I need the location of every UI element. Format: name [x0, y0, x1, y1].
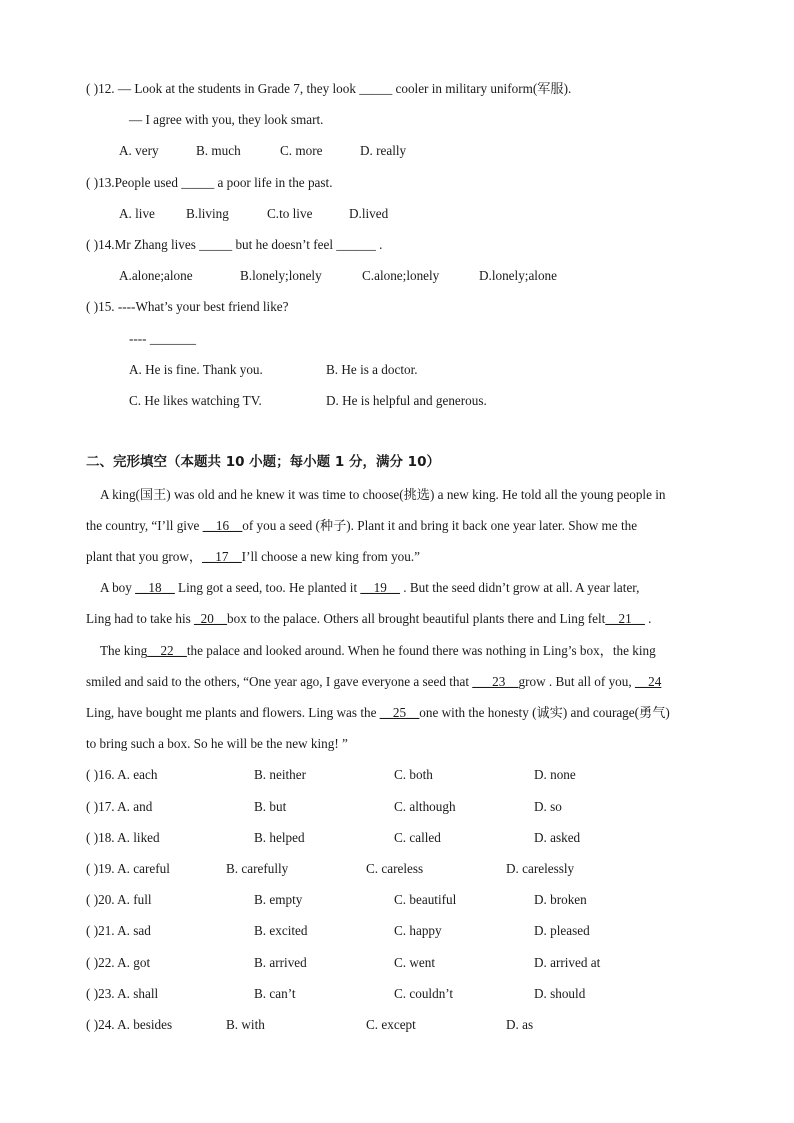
answer-paren: ( ): [86, 861, 99, 876]
passage-text: A boy: [100, 580, 136, 595]
answer-paren: ( ): [86, 830, 99, 845]
blank-24: __24: [634, 674, 662, 689]
passage-text: The king: [100, 643, 148, 658]
option-a: 20. A. full: [98, 892, 152, 907]
answer-paren: ( ): [86, 892, 99, 907]
answer-paren: ( ): [86, 237, 99, 252]
option-c: C. couldn’t: [394, 986, 454, 1001]
blank-20: _20__: [194, 611, 228, 626]
blank-23: ___23__: [472, 674, 519, 689]
option-d: D. pleased: [534, 923, 590, 938]
passage-text: one with the honesty (诚实) and courage(勇气): [419, 705, 670, 720]
option-c: C. happy: [394, 923, 442, 938]
option-a: A.alone;alone: [119, 268, 193, 283]
option-b: B. He is a doctor.: [326, 362, 418, 377]
option-a: 21. A. sad: [98, 923, 151, 938]
passage-text: the palace and looked around. When he found there was nothing in Ling’s box，the king: [186, 643, 656, 658]
option-b: B. much: [196, 143, 241, 158]
option-d: D. so: [534, 799, 562, 814]
option-d: D. really: [360, 143, 407, 158]
blank-18: __18__: [135, 580, 175, 595]
question-13: [86, 174, 333, 192]
blank-21: __21__: [605, 611, 645, 626]
option-d: D. none: [534, 767, 576, 782]
passage-line: [86, 673, 661, 691]
option-b: B. but: [254, 799, 287, 814]
passage-text: box to the palace. Others all brought beautiful plants there and Ling felt: [227, 611, 606, 626]
option-b: B. excited: [254, 923, 308, 938]
answer-paren: ( ): [86, 955, 99, 970]
option-c: C. except: [366, 1017, 416, 1032]
option-a: A. very: [119, 143, 159, 158]
answer-paren: ( ): [86, 767, 99, 782]
answer-paren: ( ): [86, 81, 99, 96]
option-b: B. can’t: [254, 986, 296, 1001]
option-b: B. carefully: [226, 861, 289, 876]
option-d: D. asked: [534, 830, 581, 845]
option-a: A. live: [119, 206, 155, 221]
answer-paren: ( ): [86, 799, 99, 814]
question-15: [86, 298, 289, 316]
question-stem: 12. — Look at the students in Grade 7, they look _____ cooler in military uniform(军服).: [98, 81, 572, 96]
passage-line: [100, 642, 656, 660]
option-a: 22. A. got: [98, 955, 151, 970]
option-d: D. He is helpful and generous.: [326, 393, 487, 408]
passage-text: I’ll choose a new king from you.”: [241, 549, 421, 564]
passage-text: . But the seed didn’t grow at all. A year later,: [399, 580, 640, 595]
section-heading: 二、完形填空（本题共 10 小题；每小题 1 分，满分 10）: [86, 454, 440, 470]
passage-text: grow . But all of you,: [518, 674, 635, 689]
passage-line: [86, 610, 651, 628]
option-c: C. went: [394, 955, 436, 970]
question-14: [86, 236, 382, 254]
passage-text: the country, “I’ll give: [86, 518, 203, 533]
blank-19: __19__: [360, 580, 400, 595]
question-stem: 14.Mr Zhang lives _____ but he doesn’t feel ______ .: [98, 237, 383, 252]
option-a: 17. A. and: [98, 799, 153, 814]
option-b: B.lonely;lonely: [240, 268, 322, 283]
option-d: D. carelessly: [506, 861, 575, 876]
option-a: A. He is fine. Thank you.: [129, 362, 263, 377]
passage-line: [86, 517, 637, 535]
passage-line: [86, 548, 420, 566]
passage-line: A king(国王) was old and he knew it was time to choose(挑选) a new king. He told all the young people in: [100, 487, 666, 502]
passage-text: smiled and said to the others, “One year ago, I gave everyone a seed that: [86, 674, 473, 689]
question-12: [86, 80, 571, 98]
option-c: C.to live: [267, 206, 313, 221]
option-b: B. neither: [254, 767, 307, 782]
option-b: B. arrived: [254, 955, 307, 970]
blank-25: __25__: [379, 705, 420, 720]
question-stem: 13.People used _____ a poor life in the past.: [98, 175, 333, 190]
option-d: D. arrived at: [534, 955, 601, 970]
option-a: 16. A. each: [98, 767, 158, 782]
option-d: D. broken: [534, 892, 587, 907]
blank-22: __22__: [147, 643, 187, 658]
answer-paren: ( ): [86, 299, 99, 314]
dialogue-reply: ---- _______: [129, 331, 197, 346]
option-c: C. both: [394, 767, 433, 782]
passage-text: Ling got a seed, too. He planted it: [174, 580, 361, 595]
answer-paren: ( ): [86, 175, 99, 190]
option-c: C. careless: [366, 861, 424, 876]
option-c: C.alone;lonely: [362, 268, 440, 283]
option-d: D. as: [506, 1017, 534, 1032]
option-a: 24. A. besides: [98, 1017, 173, 1032]
option-d: D. should: [534, 986, 586, 1001]
passage-line: [100, 579, 639, 597]
blank-16: __16__: [202, 518, 243, 533]
passage-line: to bring such a box. So he will be the new king! ”: [86, 736, 348, 751]
blank-17: __17__: [202, 549, 242, 564]
option-c: C. beautiful: [394, 892, 457, 907]
passage-text: Ling, have bought me plants and flowers. Ling was the: [86, 705, 380, 720]
option-c: C. He likes watching TV.: [129, 393, 262, 408]
option-a: 18. A. liked: [98, 830, 160, 845]
option-b: B. helped: [254, 830, 305, 845]
passage-text: plant that you grow，: [86, 549, 203, 564]
passage-line: [86, 704, 670, 722]
option-d: D.lonely;alone: [479, 268, 558, 283]
passage-text: Ling had to take his: [86, 611, 195, 626]
option-b: B.living: [186, 206, 229, 221]
dialogue-reply: — I agree with you, they look smart.: [129, 112, 324, 127]
option-c: C. called: [394, 830, 441, 845]
answer-paren: ( ): [86, 986, 99, 1001]
passage-text: .: [644, 611, 652, 626]
question-stem: 15. ----What’s your best friend like?: [98, 299, 289, 314]
option-a: 23. A. shall: [98, 986, 159, 1001]
answer-paren: ( ): [86, 1017, 99, 1032]
answer-paren: ( ): [86, 923, 99, 938]
option-b: B. empty: [254, 892, 303, 907]
option-c: C. although: [394, 799, 456, 814]
option-c: C. more: [280, 143, 323, 158]
passage-text: of you a seed (种子). Plant it and bring it back one year later. Show me the: [242, 518, 638, 533]
option-d: D.lived: [349, 206, 389, 221]
option-a: 19. A. careful: [98, 861, 170, 876]
option-b: B. with: [226, 1017, 265, 1032]
